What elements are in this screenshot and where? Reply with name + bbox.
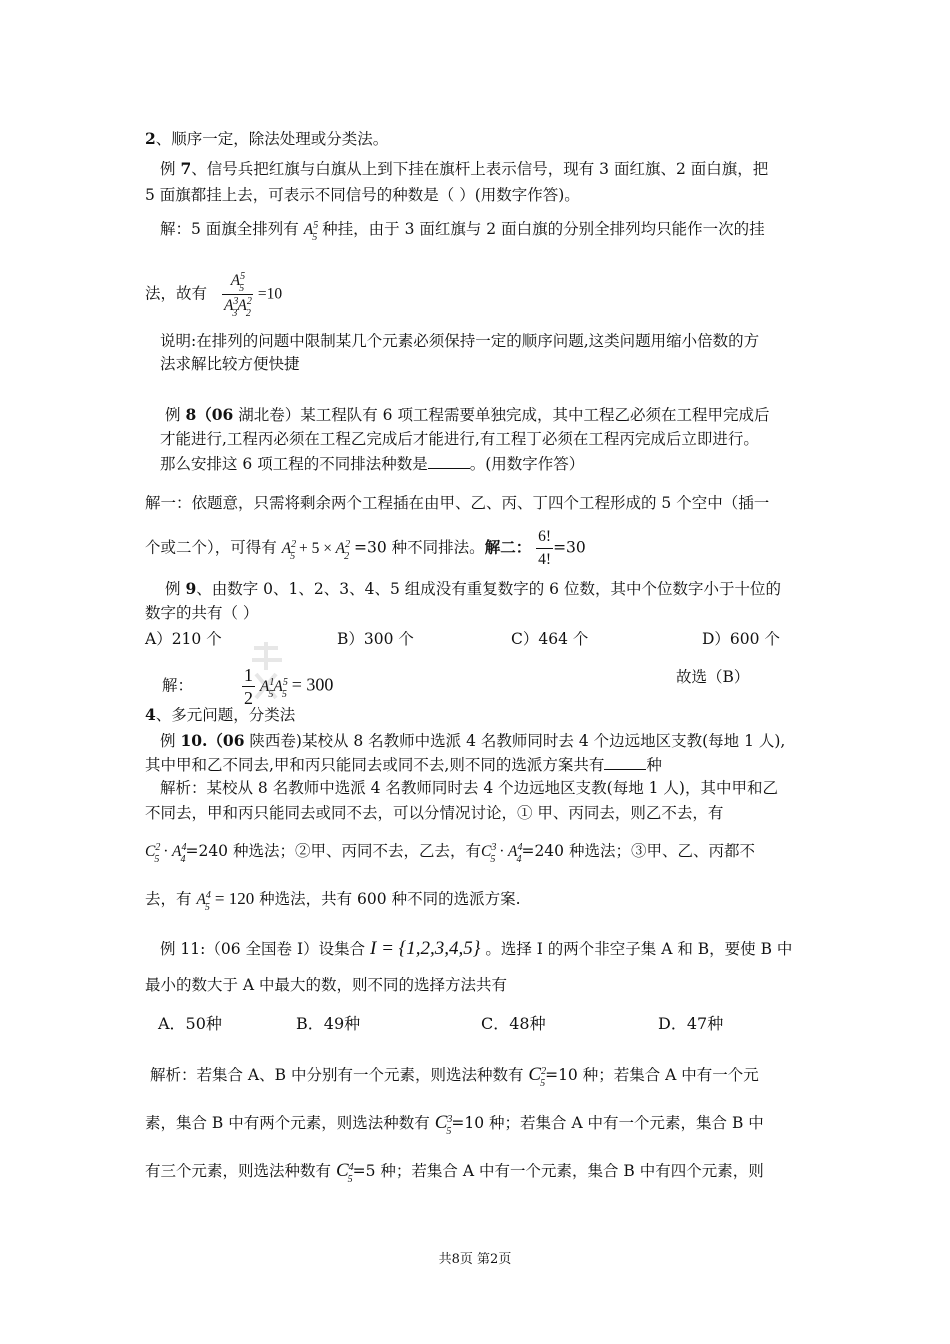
example-9-line-2: 数字的共有（ ）: [145, 604, 259, 622]
formula-set: I = {1,2,3,4,5}: [370, 938, 481, 959]
example-11-line-1: [160, 938, 792, 960]
solution-text: =240 种选法；③甲、乙、丙都不: [521, 842, 755, 860]
example-8-line-3: [160, 452, 584, 475]
formula-a54: $A^4_5$: [196, 890, 211, 913]
example-label: 例: [160, 160, 181, 178]
formula-fraction: $\frac{A^5_5}{A^3_3A^2_2}$: [223, 271, 252, 319]
section-number: 4: [145, 705, 156, 724]
example-8-line-1: [165, 404, 769, 426]
solution-text: 解：5 面旗全排列有: [160, 220, 299, 238]
solution-text: 去，有: [145, 890, 192, 908]
example-text: 、由数字 0、1、2、3、4、5 组成没有重复数字的 6 位数，其中个位数字小于十位的: [196, 580, 781, 598]
option-d: D）600 个: [702, 630, 780, 648]
option-c: C）464 个: [511, 630, 589, 648]
option-c: C．48种: [481, 1014, 546, 1033]
example-label: 例: [165, 580, 186, 598]
formula-result: =10: [257, 285, 283, 303]
example-text: 其中甲和乙不同去,甲和丙只能同去或同不去,则不同的选派方案共有: [145, 756, 605, 774]
example-7-solution-line-1: [160, 218, 765, 243]
solution-label: 解：: [162, 676, 194, 695]
formula-half: $\frac{1}{2}$: [243, 665, 253, 708]
formula-factorial-fraction: $\frac{6!}{4!}$: [538, 528, 552, 568]
section-title: 、顺序一定，除法处理或分类法。: [155, 130, 389, 148]
example-source: （06: [196, 405, 234, 424]
example-7-line-2: 5 面旗都挂上去，可表示不同信号的种数是（ ）(用数字作答)。: [145, 186, 580, 204]
answer-blank: [428, 452, 470, 469]
example-text: 。(用数字作答）: [469, 455, 585, 473]
solution-text: 种挂，由于 3 面红旗与 2 面白旗的分别全排列均只能作一次的挂: [322, 220, 765, 238]
example-number: 9: [185, 579, 197, 598]
example-9-line-1: [165, 578, 781, 600]
formula-result: = 120: [214, 889, 255, 908]
example-11-solution-line-3: [145, 1160, 764, 1185]
section-4-heading: [145, 704, 295, 726]
example-number: 7: [180, 159, 192, 178]
example-number: 10: [180, 731, 203, 750]
formula-c52: $C^2_5$: [528, 1064, 547, 1089]
solution-text: 解析：若集合 A、B 中分别有一个元素，则选法种数有: [150, 1066, 524, 1084]
solution-text: 种选法，共有 600 种不同的选派方案.: [254, 890, 521, 908]
example-7-solution-line-2: [145, 270, 282, 319]
solution-text: 个或二个），可得有: [145, 538, 277, 557]
formula-c52-a44: $C^2_5 \cdot A^4_4$: [145, 842, 187, 865]
answer-blank: [604, 753, 646, 770]
example-9-solution: [162, 664, 333, 709]
solution-text: =240 种选法；②甲、丙同不去，乙去，有: [185, 842, 481, 860]
solution-result: =30: [553, 538, 586, 557]
example-8-solution-line-1: 解一：依题意，只需将剩余两个工程插在由甲、乙、丙、丁四个工程形成的 5 个空中（插一: [145, 494, 770, 512]
example-10-solution-line-4: [145, 888, 521, 913]
note-line-1: 说明:在排列的问题中限制某几个元素必须保持一定的顺序问题,这类问题用缩小倍数的方: [160, 332, 760, 350]
example-source: .（06: [202, 731, 245, 750]
example-10-solution-line-3: [145, 840, 755, 865]
solution-text: =5 种；若集合 A 中有一个元素，集合 B 中有四个元素，则: [352, 1162, 764, 1180]
example-text: 湖北卷）某工程队有 6 项工程需要单独完成，其中工程乙必须在工程甲完成后: [233, 406, 770, 424]
example-10-line-1: [160, 730, 785, 752]
formula-a55: $A^5_5$: [303, 220, 319, 243]
option-d: D．47种: [658, 1014, 724, 1033]
formula-a51-a55: $A^1_5A^5_5$: [259, 676, 288, 700]
option-b: B）300 个: [337, 630, 414, 648]
solution-text: =10 种；若集合 A 中有一个元: [545, 1066, 759, 1084]
solution-text: =30 种不同排法。: [354, 538, 485, 557]
example-label: 例: [165, 406, 186, 424]
example-11-line-2: 最小的数大于 A 中最大的数，则不同的选择方法共有: [145, 976, 508, 994]
example-text: 、信号兵把红旗与白旗从上到下挂在旗杆上表示信号，现有 3 面红旗、2 面白旗，把: [191, 160, 769, 178]
example-text: 。选择 I 的两个非空子集 A 和 B，要使 B 中: [485, 940, 793, 958]
example-11-solution-line-1: [150, 1064, 759, 1089]
formula-a52-plus-5a22: $A^2_5 + 5 \times A^2_2$: [281, 538, 351, 562]
example-7-line-1: [160, 158, 768, 180]
example-label: 例: [160, 732, 181, 750]
example-10-solution-line-1: 解析：某校从 8 名教师中选派 4 名教师同时去 4 个边远地区支教(每地 1 人)，其中甲和乙: [160, 779, 778, 797]
example-text: 陕西卷)某校从 8 名教师中选派 4 名教师同时去 4 个边远地区支教(每地 1 人),: [244, 732, 786, 750]
section-title: 、多元问题，分类法: [155, 706, 296, 724]
page-footer: 共8页 第2页: [438, 1252, 512, 1267]
example-8-solution-line-2: [145, 526, 586, 571]
solution-text: =10 种；若集合 A 中有一个元素，集合 B 中: [451, 1114, 764, 1132]
example-text: 种: [646, 756, 662, 774]
option-a: A）210 个: [145, 630, 222, 648]
section-2-heading: [145, 128, 388, 150]
solution-text: 有三个元素，则选法种数有: [145, 1162, 332, 1180]
example-10-solution-line-2: 不同去，甲和丙只能同去或同不去，可以分情况讨论，① 甲、丙同去，则乙不去，有: [145, 804, 724, 822]
formula-c54: $C^4_5$: [335, 1160, 354, 1185]
example-11-solution-line-2: [145, 1112, 764, 1137]
example-8-line-2: 才能进行,工程丙必须在工程乙完成后才能进行,有工程丁必须在工程丙完成后立即进行。: [160, 430, 759, 448]
solution-text: 法，故有: [145, 284, 208, 303]
option-b: B．49种: [296, 1014, 361, 1033]
example-9-answer: 故选（B）: [676, 668, 750, 686]
formula-c53-a44: $C^3_5 \cdot A^4_4$: [480, 842, 523, 865]
example-10-line-2: [145, 753, 662, 776]
formula-result: = 300: [291, 674, 334, 695]
solution-text: 素，集合 B 中有两个元素，则选法种数有: [145, 1114, 430, 1132]
note-line-2: 法求解比较方便快捷: [160, 355, 300, 373]
option-a: A．50种: [158, 1014, 222, 1033]
solution-label: 解二：: [484, 537, 532, 557]
example-text: 例 11:（06 全国卷 I）设集合: [160, 940, 366, 958]
formula-c53: $C^3_5$: [434, 1112, 453, 1137]
example-number: 8: [185, 405, 197, 424]
example-text: 那么安排这 6 项工程的不同排法种数是: [160, 455, 428, 473]
section-number: 2: [145, 129, 156, 148]
